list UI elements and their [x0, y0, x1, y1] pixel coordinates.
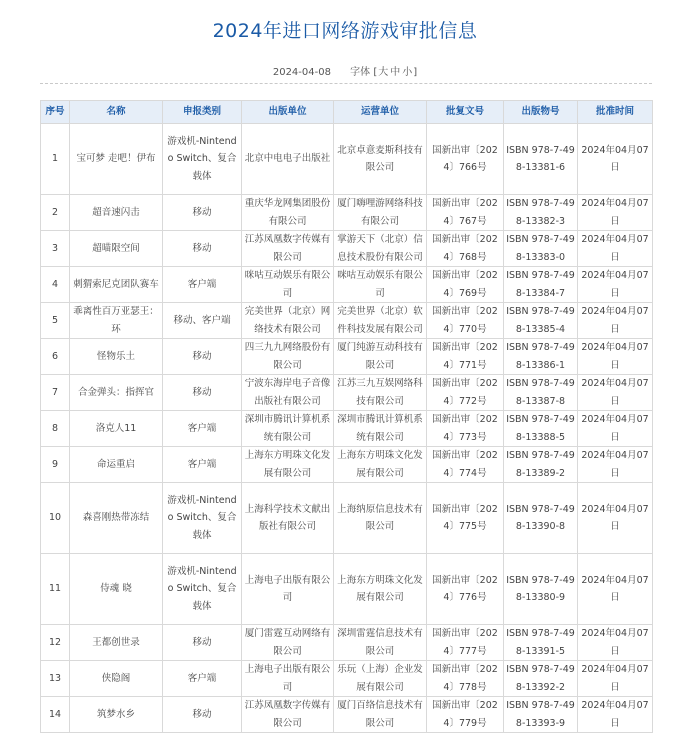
table-row: [41, 697, 653, 733]
cell-date: 2024年04月07日: [578, 625, 653, 661]
cell-category: 游戏机-Nintendo Switch、复合载体: [163, 124, 242, 195]
cell-no: 4: [41, 267, 70, 303]
cell-publisher: 上海科学技术文献出版社有限公司: [242, 483, 334, 554]
table-row: [41, 411, 653, 447]
cell-approval: 国新出审〔2024〕771号: [427, 339, 504, 375]
cell-publisher: 北京中电电子出版社: [242, 124, 334, 195]
font-size-medium-link[interactable]: 中: [390, 67, 401, 78]
cell-name: 超音速闪击: [70, 195, 163, 231]
table-row: [41, 267, 653, 303]
cell-no: 14: [41, 697, 70, 733]
cell-category: 客户端: [163, 267, 242, 303]
cell-operator: 厦门纯游互动科技有限公司: [334, 339, 427, 375]
cell-category: 移动: [163, 195, 242, 231]
cell-date: 2024年04月07日: [578, 339, 653, 375]
approval-table: [40, 100, 653, 733]
table-row: [41, 231, 653, 267]
cell-date: 2024年04月07日: [578, 661, 653, 697]
cell-isbn: ISBN 978-7-498-13383-0: [504, 231, 578, 267]
cell-category: 移动: [163, 375, 242, 411]
cell-publisher: 厦门雷霆互动网络有限公司: [242, 625, 334, 661]
cell-name: 森喜刚热带冻结: [70, 483, 163, 554]
cell-category: 游戏机-Nintendo Switch、复合载体: [163, 483, 242, 554]
col-header-name: 名称: [70, 101, 163, 124]
cell-operator: 深圳市腾讯计算机系统有限公司: [334, 411, 427, 447]
cell-publisher: 上海东方明珠文化发展有限公司: [242, 447, 334, 483]
cell-approval: 国新出审〔2024〕773号: [427, 411, 504, 447]
cell-name: 乖离性百万亚瑟王：环: [70, 303, 163, 339]
cell-approval: 国新出审〔2024〕777号: [427, 625, 504, 661]
cell-no: 10: [41, 483, 70, 554]
table-row: [41, 554, 653, 625]
cell-date: 2024年04月07日: [578, 267, 653, 303]
cell-publisher: 江苏凤凰数字传媒有限公司: [242, 697, 334, 733]
cell-operator: 江苏三九互娱网络科技有限公司: [334, 375, 427, 411]
table-row: [41, 195, 653, 231]
col-header-operator: 运营单位: [334, 101, 427, 124]
col-header-isbn: 出版物号: [504, 101, 578, 124]
cell-name: 超喵限空间: [70, 231, 163, 267]
cell-date: 2024年04月07日: [578, 124, 653, 195]
cell-isbn: ISBN 978-7-498-13386-1: [504, 339, 578, 375]
font-size-bracket-open: [: [373, 67, 378, 78]
cell-operator: 上海东方明珠文化发展有限公司: [334, 554, 427, 625]
cell-name: 合金弹头：指挥官: [70, 375, 163, 411]
cell-date: 2024年04月07日: [578, 375, 653, 411]
col-header-no: 序号: [41, 101, 70, 124]
cell-operator: 掌游天下（北京）信息技术股份有限公司: [334, 231, 427, 267]
cell-name: 怪物乐土: [70, 339, 163, 375]
cell-no: 5: [41, 303, 70, 339]
cell-category: 移动: [163, 625, 242, 661]
cell-approval: 国新出审〔2024〕768号: [427, 231, 504, 267]
cell-publisher: 深圳市腾讯计算机系统有限公司: [242, 411, 334, 447]
cell-no: 13: [41, 661, 70, 697]
cell-category: 移动、客户端: [163, 303, 242, 339]
cell-isbn: ISBN 978-7-498-13391-5: [504, 625, 578, 661]
cell-publisher: 重庆华龙网集团股份有限公司: [242, 195, 334, 231]
table-row: [41, 661, 653, 697]
cell-publisher: 上海电子出版有限公司: [242, 554, 334, 625]
font-size-small-link[interactable]: 小: [402, 67, 413, 78]
cell-date: 2024年04月07日: [578, 303, 653, 339]
cell-approval: 国新出审〔2024〕767号: [427, 195, 504, 231]
cell-approval: 国新出审〔2024〕770号: [427, 303, 504, 339]
cell-isbn: ISBN 978-7-498-13390-8: [504, 483, 578, 554]
font-size-large-link[interactable]: 大: [378, 67, 389, 78]
cell-no: 3: [41, 231, 70, 267]
article-meta: [0, 63, 690, 78]
col-header-publisher: 出版单位: [242, 101, 334, 124]
cell-isbn: ISBN 978-7-498-13388-5: [504, 411, 578, 447]
cell-name: 侍魂 晓: [70, 554, 163, 625]
table-row: [41, 339, 653, 375]
cell-approval: 国新出审〔2024〕778号: [427, 661, 504, 697]
cell-category: 移动: [163, 697, 242, 733]
cell-isbn: ISBN 978-7-498-13389-2: [504, 447, 578, 483]
cell-publisher: 江苏凤凰数字传媒有限公司: [242, 231, 334, 267]
cell-name: 洛克人11: [70, 411, 163, 447]
cell-category: 移动: [163, 231, 242, 267]
cell-name: 筑梦水乡: [70, 697, 163, 733]
cell-category: 游戏机-Nintendo Switch、复合载体: [163, 554, 242, 625]
cell-publisher: 完美世界（北京）网络技术有限公司: [242, 303, 334, 339]
cell-operator: 北京卓意麦斯科技有限公司: [334, 124, 427, 195]
cell-isbn: ISBN 978-7-498-13393-9: [504, 697, 578, 733]
cell-no: 1: [41, 124, 70, 195]
cell-isbn: ISBN 978-7-498-13392-2: [504, 661, 578, 697]
cell-operator: 咪咕互动娱乐有限公司: [334, 267, 427, 303]
cell-isbn: ISBN 978-7-498-13381-6: [504, 124, 578, 195]
cell-isbn: ISBN 978-7-498-13380-9: [504, 554, 578, 625]
col-header-category: 申报类别: [163, 101, 242, 124]
page-title: 2024年进口网络游戏审批信息: [212, 20, 478, 42]
cell-date: 2024年04月07日: [578, 483, 653, 554]
font-size-label: 字体: [350, 67, 371, 78]
cell-name: 侠隐阁: [70, 661, 163, 697]
cell-no: 6: [41, 339, 70, 375]
cell-date: 2024年04月07日: [578, 697, 653, 733]
cell-isbn: ISBN 978-7-498-13382-3: [504, 195, 578, 231]
cell-no: 2: [41, 195, 70, 231]
table-row: [41, 447, 653, 483]
cell-approval: 国新出审〔2024〕776号: [427, 554, 504, 625]
cell-category: 客户端: [163, 661, 242, 697]
cell-isbn: ISBN 978-7-498-13385-4: [504, 303, 578, 339]
publish-date: 2024-04-08: [272, 67, 331, 78]
table-row: [41, 124, 653, 195]
cell-operator: 上海纳原信息技术有限公司: [334, 483, 427, 554]
font-size-bracket-close: ]: [413, 67, 418, 78]
cell-date: 2024年04月07日: [578, 195, 653, 231]
table-header-row: [41, 101, 653, 124]
cell-operator: 乐玩（上海）企业发展有限公司: [334, 661, 427, 697]
cell-date: 2024年04月07日: [578, 411, 653, 447]
divider: [40, 83, 652, 84]
cell-operator: 完美世界（北京）软件科技发展有限公司: [334, 303, 427, 339]
col-header-approval: 批复文号: [427, 101, 504, 124]
cell-category: 移动: [163, 339, 242, 375]
cell-operator: 厦门百络信息技术有限公司: [334, 697, 427, 733]
cell-publisher: 咪咕互动娱乐有限公司: [242, 267, 334, 303]
cell-name: 王都创世录: [70, 625, 163, 661]
cell-publisher: 上海电子出版有限公司: [242, 661, 334, 697]
cell-date: 2024年04月07日: [578, 447, 653, 483]
cell-approval: 国新出审〔2024〕772号: [427, 375, 504, 411]
cell-name: 宝可梦 走吧！伊布: [70, 124, 163, 195]
cell-publisher: 四三九九网络股份有限公司: [242, 339, 334, 375]
cell-no: 7: [41, 375, 70, 411]
cell-isbn: ISBN 978-7-498-13384-7: [504, 267, 578, 303]
cell-isbn: ISBN 978-7-498-13387-8: [504, 375, 578, 411]
cell-name: 命运重启: [70, 447, 163, 483]
cell-operator: 上海东方明珠文化发展有限公司: [334, 447, 427, 483]
cell-category: 客户端: [163, 447, 242, 483]
table-row: [41, 303, 653, 339]
table-row: [41, 375, 653, 411]
cell-approval: 国新出审〔2024〕774号: [427, 447, 504, 483]
cell-approval: 国新出审〔2024〕769号: [427, 267, 504, 303]
cell-approval: 国新出审〔2024〕775号: [427, 483, 504, 554]
cell-category: 客户端: [163, 411, 242, 447]
cell-no: 9: [41, 447, 70, 483]
cell-name: 刺猬索尼克团队赛车: [70, 267, 163, 303]
cell-date: 2024年04月07日: [578, 231, 653, 267]
cell-no: 12: [41, 625, 70, 661]
cell-operator: 厦门嗨哩游网络科技有限公司: [334, 195, 427, 231]
table-body: [41, 124, 653, 733]
cell-operator: 深圳雷霆信息技术有限公司: [334, 625, 427, 661]
cell-no: 8: [41, 411, 70, 447]
cell-approval: 国新出审〔2024〕766号: [427, 124, 504, 195]
table-row: [41, 483, 653, 554]
cell-publisher: 宁波东海岸电子音像出版社有限公司: [242, 375, 334, 411]
cell-approval: 国新出审〔2024〕779号: [427, 697, 504, 733]
font-size-switcher: [350, 67, 417, 78]
cell-date: 2024年04月07日: [578, 554, 653, 625]
table-row: [41, 625, 653, 661]
col-header-date: 批准时间: [578, 101, 653, 124]
cell-no: 11: [41, 554, 70, 625]
